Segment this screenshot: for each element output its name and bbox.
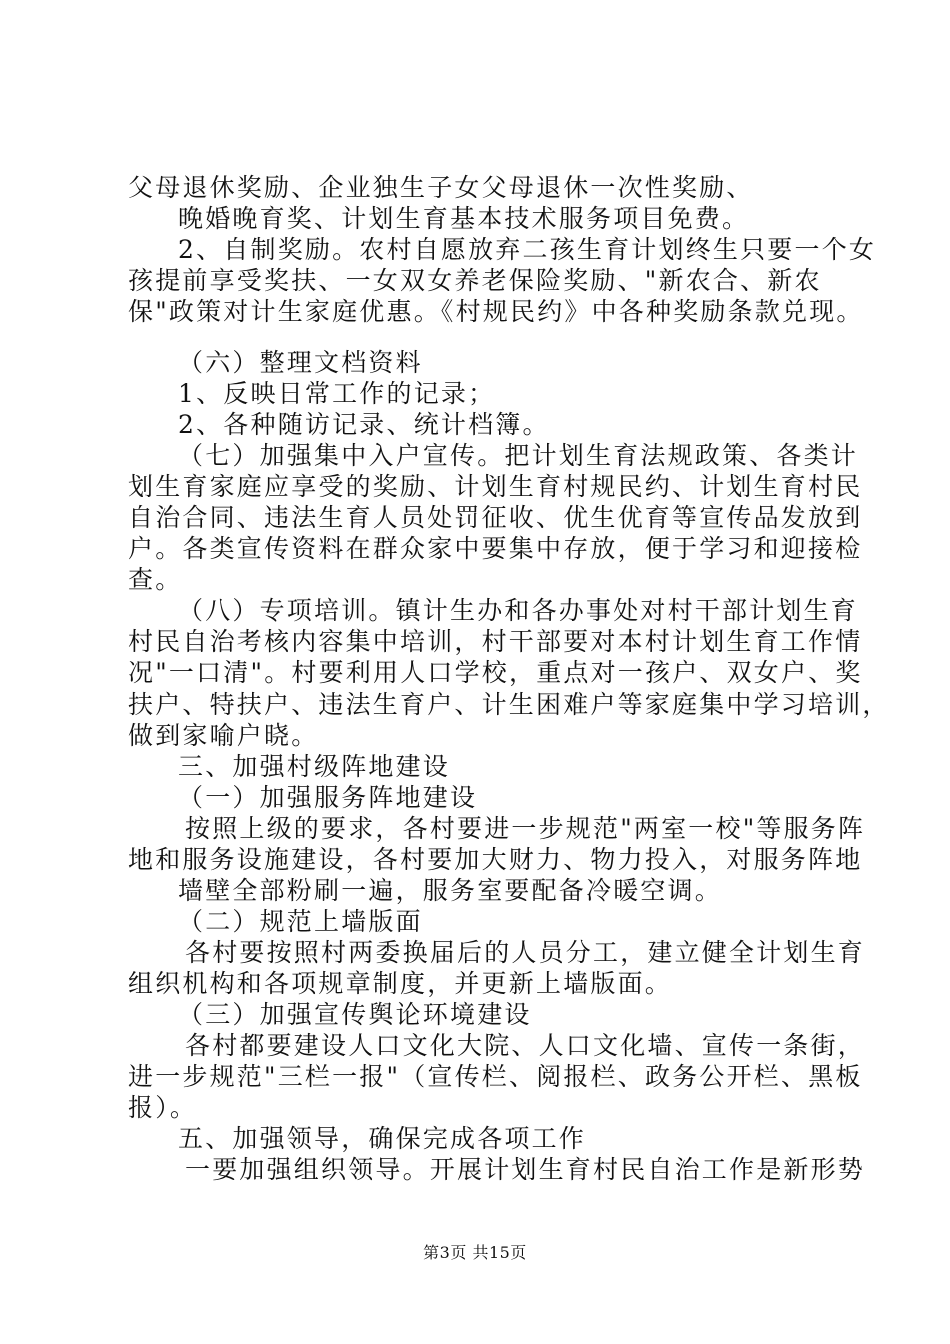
body-line: 查。 (128, 565, 183, 594)
body-line: 2、自制奖励。农村自愿放弃二孩生育计划终生只要一个女 (178, 235, 877, 264)
body-line: 2、各种随访记录、统计档簿。 (178, 410, 550, 439)
body-line: 组织机构和各项规章制度，并更新上墙版面。 (128, 969, 673, 998)
section-heading: （六）整理文档资料 (178, 348, 423, 377)
section-heading: （一）加强服务阵地建设 (178, 783, 478, 812)
body-line: 自治合同、违法生育人员处罚征收、优生优育等宣传品发放到 (128, 503, 863, 532)
section-heading: （二）规范上墙版面 (178, 907, 423, 936)
body-line: 父母退休奖励、企业独生子女父母退休一次性奖励、 (128, 173, 754, 202)
body-line: 做到家喻户晓。 (128, 721, 319, 750)
body-line: 孩提前享受奖扶、一女双女养老保险奖励、"新农合、新农 (128, 266, 822, 295)
body-line: 地和服务设施建设，各村要加大财力、物力投入，对服务阵地 (128, 845, 863, 874)
body-line: 晚婚晚育奖、计划生育基本技术服务项目免费。 (178, 204, 750, 233)
body-line: 按照上级的要求，各村要进一步规范"两室一校"等服务阵 (185, 814, 866, 843)
body-line: 各村要按照村两委换届后的人员分工，建立健全计划生育 (185, 938, 866, 967)
body-line: （八）专项培训。镇计生办和各办事处对村干部计划生育 (178, 596, 859, 625)
section-heading: 三、加强村级阵地建设 (178, 752, 451, 781)
section-heading: （三）加强宣传舆论环境建设 (178, 1000, 532, 1029)
body-line: （七）加强集中入户宣传。把计划生育法规政策、各类计 (178, 441, 859, 470)
body-line: 墙壁全部粉刷一遍，服务室要配备冷暖空调。 (178, 876, 723, 905)
body-line: 报）。 (128, 1093, 198, 1122)
body-line: 各村都要建设人口文化大院、人口文化墙、宣传一条街， (185, 1031, 866, 1060)
body-line: 1、反映日常工作的记录； (178, 379, 496, 408)
body-line: 户。各类宣传资料在群众家中要集中存放，便于学习和迎接检 (128, 534, 863, 563)
page-number: 第3页 共15页 (423, 1243, 527, 1262)
body-line: 一要加强组织领导。开展计划生育村民自治工作是新形势 (185, 1155, 866, 1184)
section-heading: 五、加强领导，确保完成各项工作 (178, 1124, 587, 1153)
body-line: 划生育家庭应享受的奖励、计划生育村规民约、计划生育村民 (128, 472, 863, 501)
body-line: 进一步规范"三栏一报"（宣传栏、阅报栏、政务公开栏、黑板 (128, 1062, 863, 1091)
body-line: 保"政策对计生家庭优惠。《村规民约》中各种奖励条款兑现。 (128, 297, 864, 326)
body-line: 村民自治考核内容集中培训，村干部要对本村计划生育工作情 (128, 627, 863, 656)
body-line: 况"一口清"。村要利用人口学校，重点对一孩户、双女户、奖 (128, 658, 863, 687)
body-line: 扶户、特扶户、违法生育户、计生困难户等家庭集中学习培训， (128, 690, 890, 719)
